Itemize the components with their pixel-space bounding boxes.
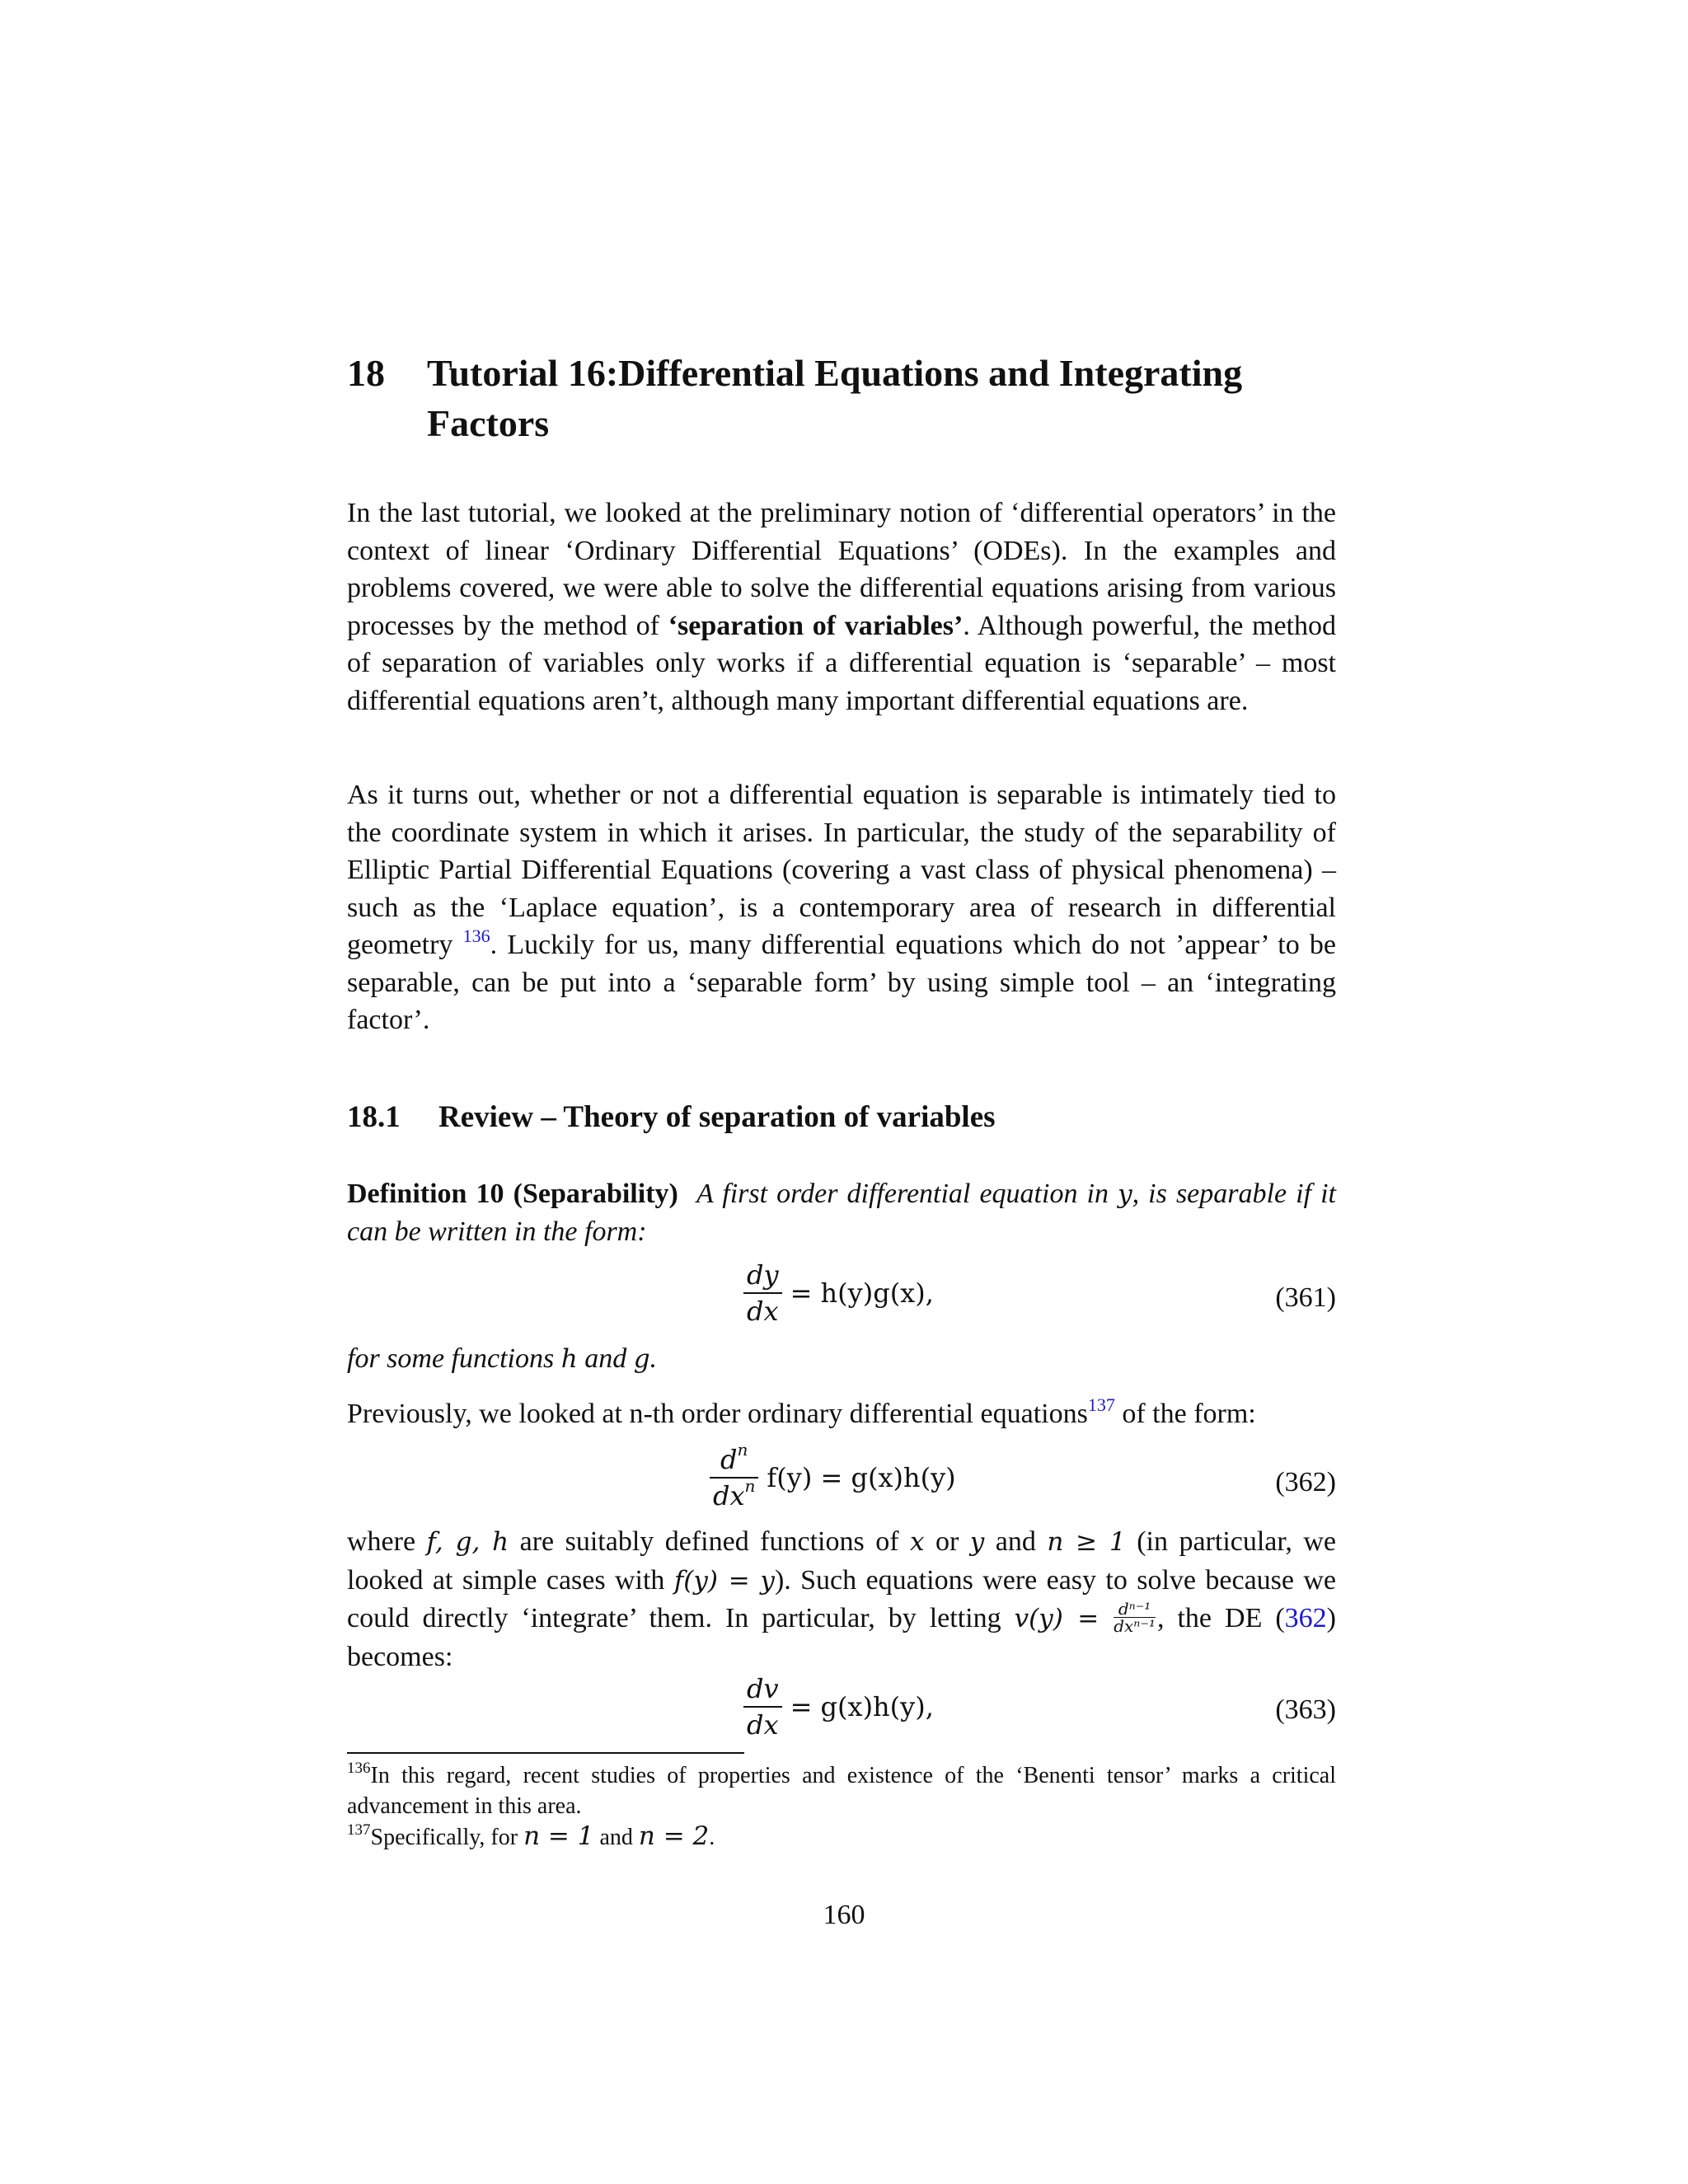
equation-361 (347, 1259, 1336, 1333)
paragraph-text: or (924, 1526, 970, 1557)
math-inline: n ≥ 1 (1047, 1527, 1126, 1557)
inline-numerator: dⁿ⁻¹ (1118, 1598, 1151, 1619)
numerator-base: d (720, 1444, 738, 1475)
math-var: h (560, 1344, 578, 1374)
page-number: 160 (823, 1900, 865, 1930)
math-inline: n = 1 (523, 1821, 594, 1851)
denominator (710, 1477, 758, 1511)
denominator-base: dx (713, 1480, 745, 1511)
intro-paragraph-2 (347, 776, 1336, 1039)
emphasis-separation-of-variables: ‘separation of variables’ (668, 610, 964, 641)
paragraph-text: and (984, 1526, 1048, 1557)
definition-text-part: for some functions (347, 1343, 561, 1374)
equation-rhs: f(y) = g(x)h(y) (767, 1462, 956, 1493)
paragraph-text: Previously, we looked at n-th order ordinary differential equations (347, 1399, 1088, 1429)
equation-rhs: = g(x)h(y), (790, 1691, 934, 1722)
subsection-number: 18.1 (347, 1100, 401, 1134)
numerator: dv (747, 1673, 779, 1704)
denominator: dx (743, 1292, 782, 1327)
paragraph-text: are suitably defined functions of (509, 1526, 911, 1557)
paragraph-text: . Although powerful, the method of separation of variables only works if a differential equation is ‘separable’ – most differential equations aren’t, although many important differential equations are. (347, 610, 1336, 716)
math-inline: x (910, 1527, 925, 1557)
paragraph-text: (in particular, we looked at simple cases with (347, 1526, 1336, 1596)
fraction (743, 1259, 782, 1327)
paragraph-text: where (347, 1526, 427, 1557)
inline-denominator: dxⁿ⁻¹ (1114, 1615, 1156, 1636)
footnote-mark: 136 (347, 1759, 371, 1777)
intro-paragraph-1 (347, 494, 1336, 719)
footnote-text: and (593, 1825, 639, 1850)
definition-text-part: . (649, 1343, 658, 1374)
equation-body (710, 1440, 956, 1511)
denominator-exponent: n (744, 1476, 756, 1497)
section-number: 18 (347, 352, 385, 394)
math-inline: y (969, 1527, 985, 1557)
math-inline: f, g, h (426, 1527, 509, 1557)
footnote-mark: 137 (347, 1821, 371, 1839)
equation-body (743, 1259, 934, 1327)
fraction (743, 1673, 782, 1741)
definition-continuation (347, 1343, 1336, 1375)
definition-text-part: and (577, 1343, 634, 1374)
definition-label: Definition 10 (Separability) (347, 1179, 678, 1209)
footnote-ref-136[interactable]: 136 (462, 925, 490, 946)
equation-number: (362) (1275, 1467, 1336, 1497)
footnote-ref-137[interactable]: 137 (1087, 1394, 1115, 1415)
equation-ref-362[interactable]: 362 (1284, 1603, 1327, 1633)
paragraph-text: ). Such equations were easy to solve because we could directly ‘integrate’ them. In particular, by letting (347, 1564, 1336, 1633)
footnote-136 (347, 1760, 1336, 1821)
footnote-text: Specifically, for (370, 1825, 524, 1850)
math-inline: v(y) = (1014, 1604, 1100, 1633)
numerator (717, 1440, 751, 1477)
footnote-divider (347, 1752, 744, 1754)
equation-rhs: = h(y)g(x), (790, 1277, 934, 1309)
numerator-exponent: n (737, 1440, 748, 1460)
footnote-text: In this regard, recent studies of properties and existence of the ‘Benenti tensor’ marks a critical advancement in this area. (347, 1763, 1336, 1819)
paragraph-text: In the last tutorial, we looked at the preliminary notion of ‘differential operators’ in the context of linear ‘Ordinary Differential Equations’ (ODEs). In the examples and problems covered, we were able to solve the differential equations arising from various processes by the method of (347, 498, 1336, 641)
section-title: Tutorial 16:Differential Equations and Integrating Factors (427, 352, 1243, 444)
paragraph-4 (347, 1523, 1336, 1675)
math-inline: f(y) = y (673, 1565, 775, 1596)
paragraph-text: As it turns out, whether or not a differential equation is separable is intimately tied to the coordinate system in which it arises. In particular, the study of the separability of Elliptic Partial Differential Equations (covering a vast class of physical phenomena) – such as the ‘Laplace equation’, is a contemporary area of research in differential geometry (347, 780, 1336, 960)
numerator: dy (747, 1259, 779, 1291)
paragraph-3 (347, 1395, 1336, 1433)
equation-362 (347, 1440, 1336, 1518)
equation-number: (363) (1275, 1694, 1336, 1725)
math-var: g (633, 1344, 650, 1374)
equation-363 (347, 1673, 1336, 1747)
equation-body (743, 1673, 934, 1741)
math-var: y (1118, 1179, 1132, 1209)
equation-number: (361) (1275, 1282, 1336, 1313)
inline-fraction (1114, 1598, 1156, 1636)
definition-text-part: A first order differential equation in (696, 1179, 1118, 1209)
denominator: dx (743, 1706, 782, 1741)
definition-text-part: , is separable if it can be written in the form: (347, 1179, 1337, 1247)
paragraph-text: of the form: (1114, 1399, 1256, 1429)
footnotes (347, 1760, 1336, 1853)
math-inline: n = 2 (638, 1821, 710, 1851)
fraction (710, 1440, 758, 1511)
paragraph-text: , the DE ( (1156, 1603, 1285, 1633)
footnote-137 (347, 1821, 1336, 1853)
paragraph-text: ) becomes: (347, 1603, 1336, 1672)
subsection-title: Review – Theory of separation of variables (438, 1100, 996, 1134)
footnote-text: . (709, 1825, 715, 1850)
definition-block (347, 1175, 1336, 1251)
paragraph-text: . Luckily for us, many differential equations which do not ’appear’ to be separable, can be put into a ‘separable form’ by using simple tool – an ‘integrating factor’. (347, 930, 1336, 1035)
